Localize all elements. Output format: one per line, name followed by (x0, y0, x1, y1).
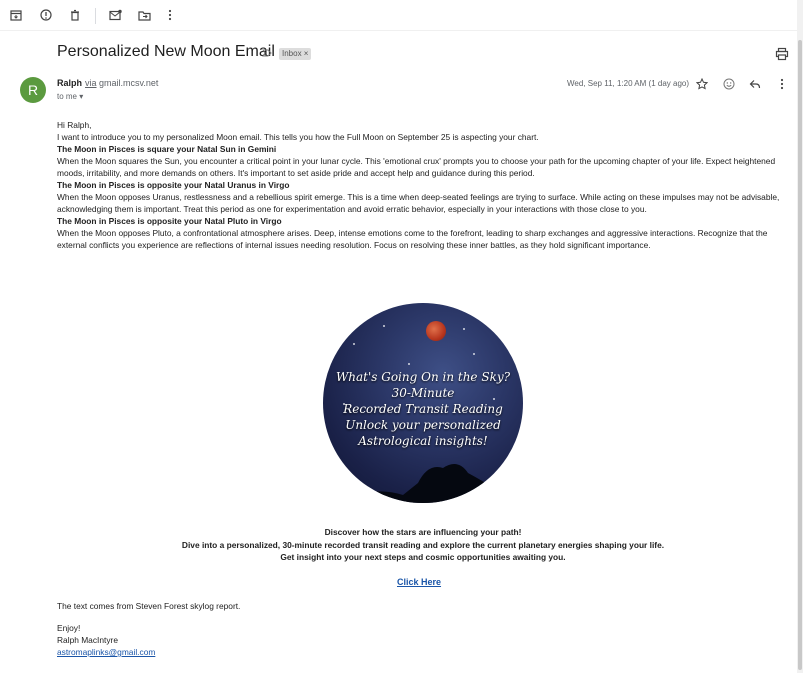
transit-reading-promo-image[interactable] (323, 303, 523, 503)
section-text: When the Moon opposes Pluto, a confrontational atmosphere arises. Deep, intense emotions come to the forefront, leading to sharp exchanges and aggressive interactions. Recognize that the external conflicts you experience are reflections of internal issues needing resolution. Focus on resolving these inner battles, as they hold significant importance. (57, 228, 768, 250)
inbox-label-chip[interactable]: Inbox × (279, 48, 311, 60)
email-body (57, 119, 782, 251)
mark-unread-icon[interactable] (105, 5, 125, 25)
recipient-dropdown[interactable]: to me ▾ (57, 92, 84, 101)
star-icon[interactable] (695, 77, 709, 91)
promo-line: Recorded Transit Reading (343, 402, 503, 416)
toolbar-divider (95, 8, 96, 24)
greeting: Hi Ralph, (57, 120, 92, 130)
email-footer (57, 600, 240, 658)
delete-icon[interactable] (65, 5, 85, 25)
section-heading: The Moon in Pisces is opposite your Natal Uranus in Virgo (57, 180, 290, 190)
promo-line: What's Going On in the Sky? (335, 370, 511, 384)
message-toolbar (0, 0, 800, 31)
via-domain: gmail.mcsv.net (99, 78, 159, 88)
section-text: When the Moon squares the Sun, you encounter a critical point in your lunar cycle. This 'emotional crux' prompts you to choose your path for the upcoming chapter of your life. Expect heightened moods, irritability, and more demands on others. It's important to set aside pride and accept help and guidance during this period. (57, 156, 776, 178)
archive-icon[interactable] (6, 5, 26, 25)
section-text: When the Moon opposes Uranus, restlessness and a rebellious spirit emerge. This is a time when deep-seated feelings are trying to surface. While acting on these impulses may not be advisable, acknowledging them is important. Treat this period as one for experimentation and avoid erratic behavior, especially in your interactions with those close to you. (57, 192, 780, 214)
cta-line: Dive into a personalized, 30-minute recorded transit reading and explore the current planetary energies shaping your life. (181, 539, 665, 550)
important-marker-icon[interactable] (262, 48, 272, 58)
report-spam-icon[interactable] (36, 5, 56, 25)
promo-line: Astrological insights! (358, 434, 488, 448)
scrollbar-thumb[interactable] (798, 40, 802, 670)
sender-line (57, 78, 158, 88)
cta-line: Get insight into your next steps and cosmic opportunities awaiting you. (280, 552, 566, 562)
promo-line: Unlock your personalized (345, 418, 501, 432)
intro-paragraph: I want to introduce you to my personalized Moon email. This tells you how the Full Moon on September 25 is aspecting your chart. (57, 132, 539, 142)
message-more-icon[interactable] (775, 77, 789, 91)
sender-avatar[interactable]: R (20, 77, 46, 103)
signature-name: Ralph MacIntyre (57, 635, 118, 645)
print-icon[interactable] (775, 47, 789, 61)
promo-line: 30-Minute (391, 386, 455, 400)
blood-moon-graphic (426, 321, 446, 341)
via-label: via (85, 78, 97, 88)
sender-name[interactable]: Ralph (57, 78, 83, 88)
signature-email-link[interactable]: astromaplinks@gmail.com (57, 647, 156, 657)
cta-block (100, 526, 746, 564)
source-note: The text comes from Steven Forest skylog report. (57, 601, 241, 611)
cta-line: Discover how the stars are influencing your path! (324, 527, 522, 537)
emoji-reaction-icon[interactable] (722, 77, 736, 91)
reply-icon[interactable] (748, 77, 762, 91)
section-heading: The Moon in Pisces is opposite your Natal Pluto in Virgo (57, 216, 282, 226)
more-options-icon[interactable] (160, 5, 180, 25)
section-heading: The Moon in Pisces is square your Natal Sun in Gemini (57, 144, 277, 154)
email-subject: Personalized New Moon Email (57, 43, 275, 60)
move-to-icon[interactable] (134, 5, 154, 25)
click-here-link[interactable]: Click Here (397, 577, 442, 587)
email-date: Wed, Sep 11, 1:20 AM (1 day ago) (567, 79, 689, 88)
signoff: Enjoy! (57, 623, 81, 633)
tree-silhouette (323, 443, 523, 503)
